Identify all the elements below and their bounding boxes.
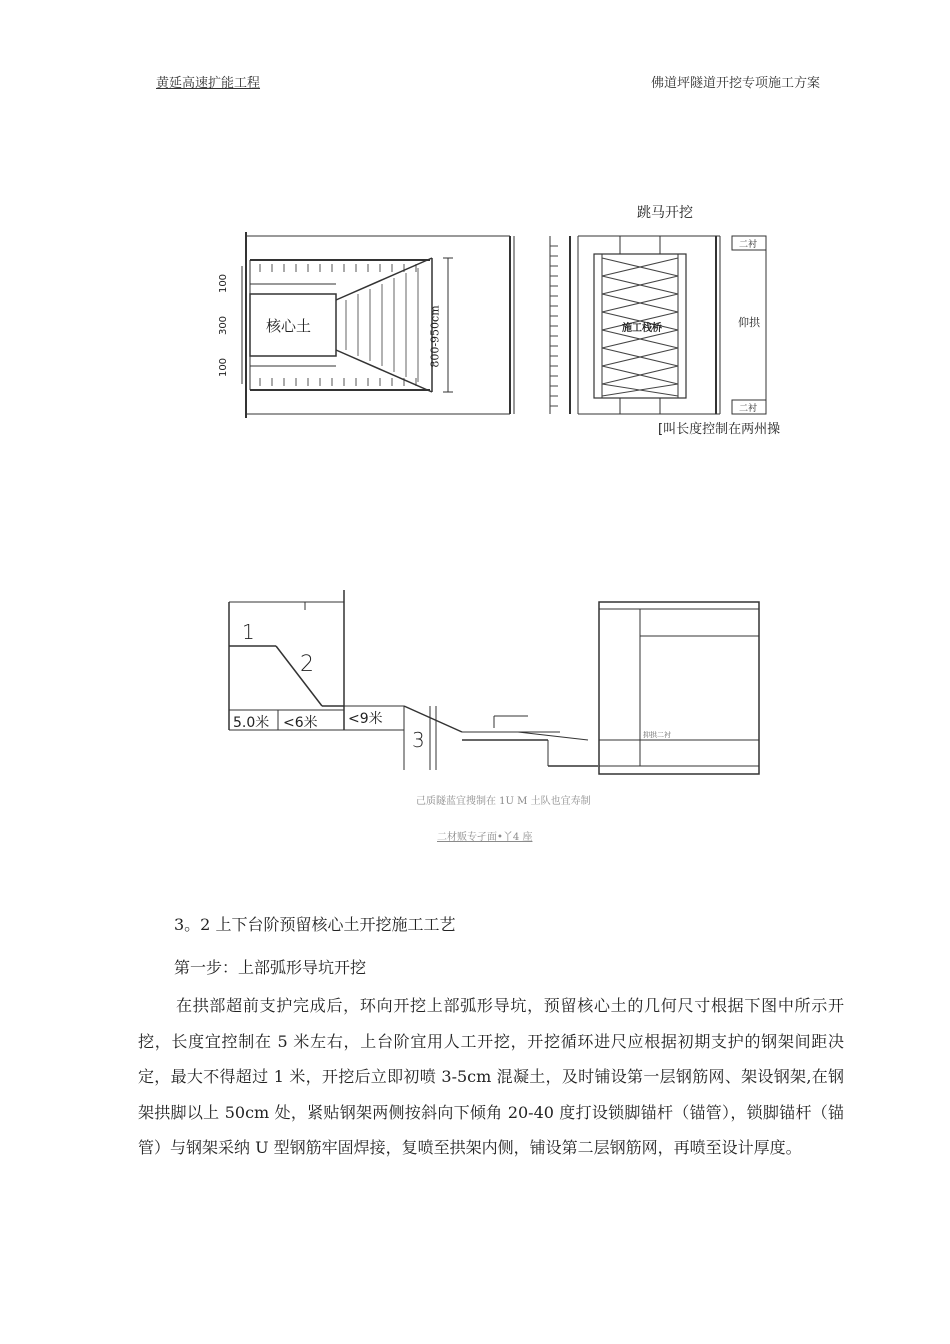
header-document-title: 佛道坪隧道开挖专项施工方案: [650, 76, 820, 91]
dim-bottom-label: 100: [218, 357, 230, 378]
core-soil-label: 核心土: [266, 317, 312, 335]
figure1-title: 跳马开挖: [637, 205, 693, 221]
lining-top-label: 二衬: [739, 240, 758, 250]
distance-2-label: <6米: [283, 715, 318, 731]
dim-mid-label: 300: [218, 315, 230, 336]
invert-label: 仰拱: [738, 316, 760, 329]
distance-3-label: <9米: [348, 711, 383, 727]
distance-1-label: 5.0米: [233, 715, 270, 731]
figure2-caption-1: 己质隧蓝宜搜制在 1U M 土队也宜寿制: [416, 796, 591, 807]
step-2-label: 2: [300, 652, 314, 677]
figure1-note: [叫长度控制在两州操: [658, 422, 781, 437]
section-heading: 3。2 上下台阶预留核心土开挖施工工艺: [174, 915, 456, 934]
body-paragraph: 在拱部超前支护完成后，环向开挖上部弧形导坑，预留核心土的几何尺寸根据下图中所示开挖，长度宜控制在 5 米左右，上台阶宜用人工开挖，开挖循环进尺应根据初期支护的钢架间距决定，最大不得超过 1 米，开挖后立即初喷 3-5cm 混凝土，及时铺设第一层钢筋网、架设钢架,在钢架拱脚以上 50cm 处，紧贴钢架两侧按斜向下倾角 20-40 度打设锁脚锚杆（锚管），锁脚锚杆（锚管）与钢架采纳 U 型钢筋牢固焊接，复喷至拱架内侧，铺设第二层钢筋网，再喷至设计厚度。: [138, 996, 844, 1157]
step-title: 第一步：上部弧形导坑开挖: [174, 958, 367, 977]
work-trestle-label: 施工栈桥: [622, 323, 662, 334]
figure2-caption-2: 二材贩专孑面•丫4 座: [437, 832, 533, 843]
lining-bottom-label: 二衬: [739, 404, 758, 414]
header-project-name: 黄延高速扩能工程: [156, 76, 261, 91]
step-3-label: 3: [412, 728, 425, 752]
dim-top-label: 100: [218, 273, 230, 294]
step-1-label: 1: [242, 620, 255, 644]
lining-small-label: 抑拱二衬: [643, 731, 671, 739]
span-dimension-label: 800-950cm: [428, 305, 442, 368]
